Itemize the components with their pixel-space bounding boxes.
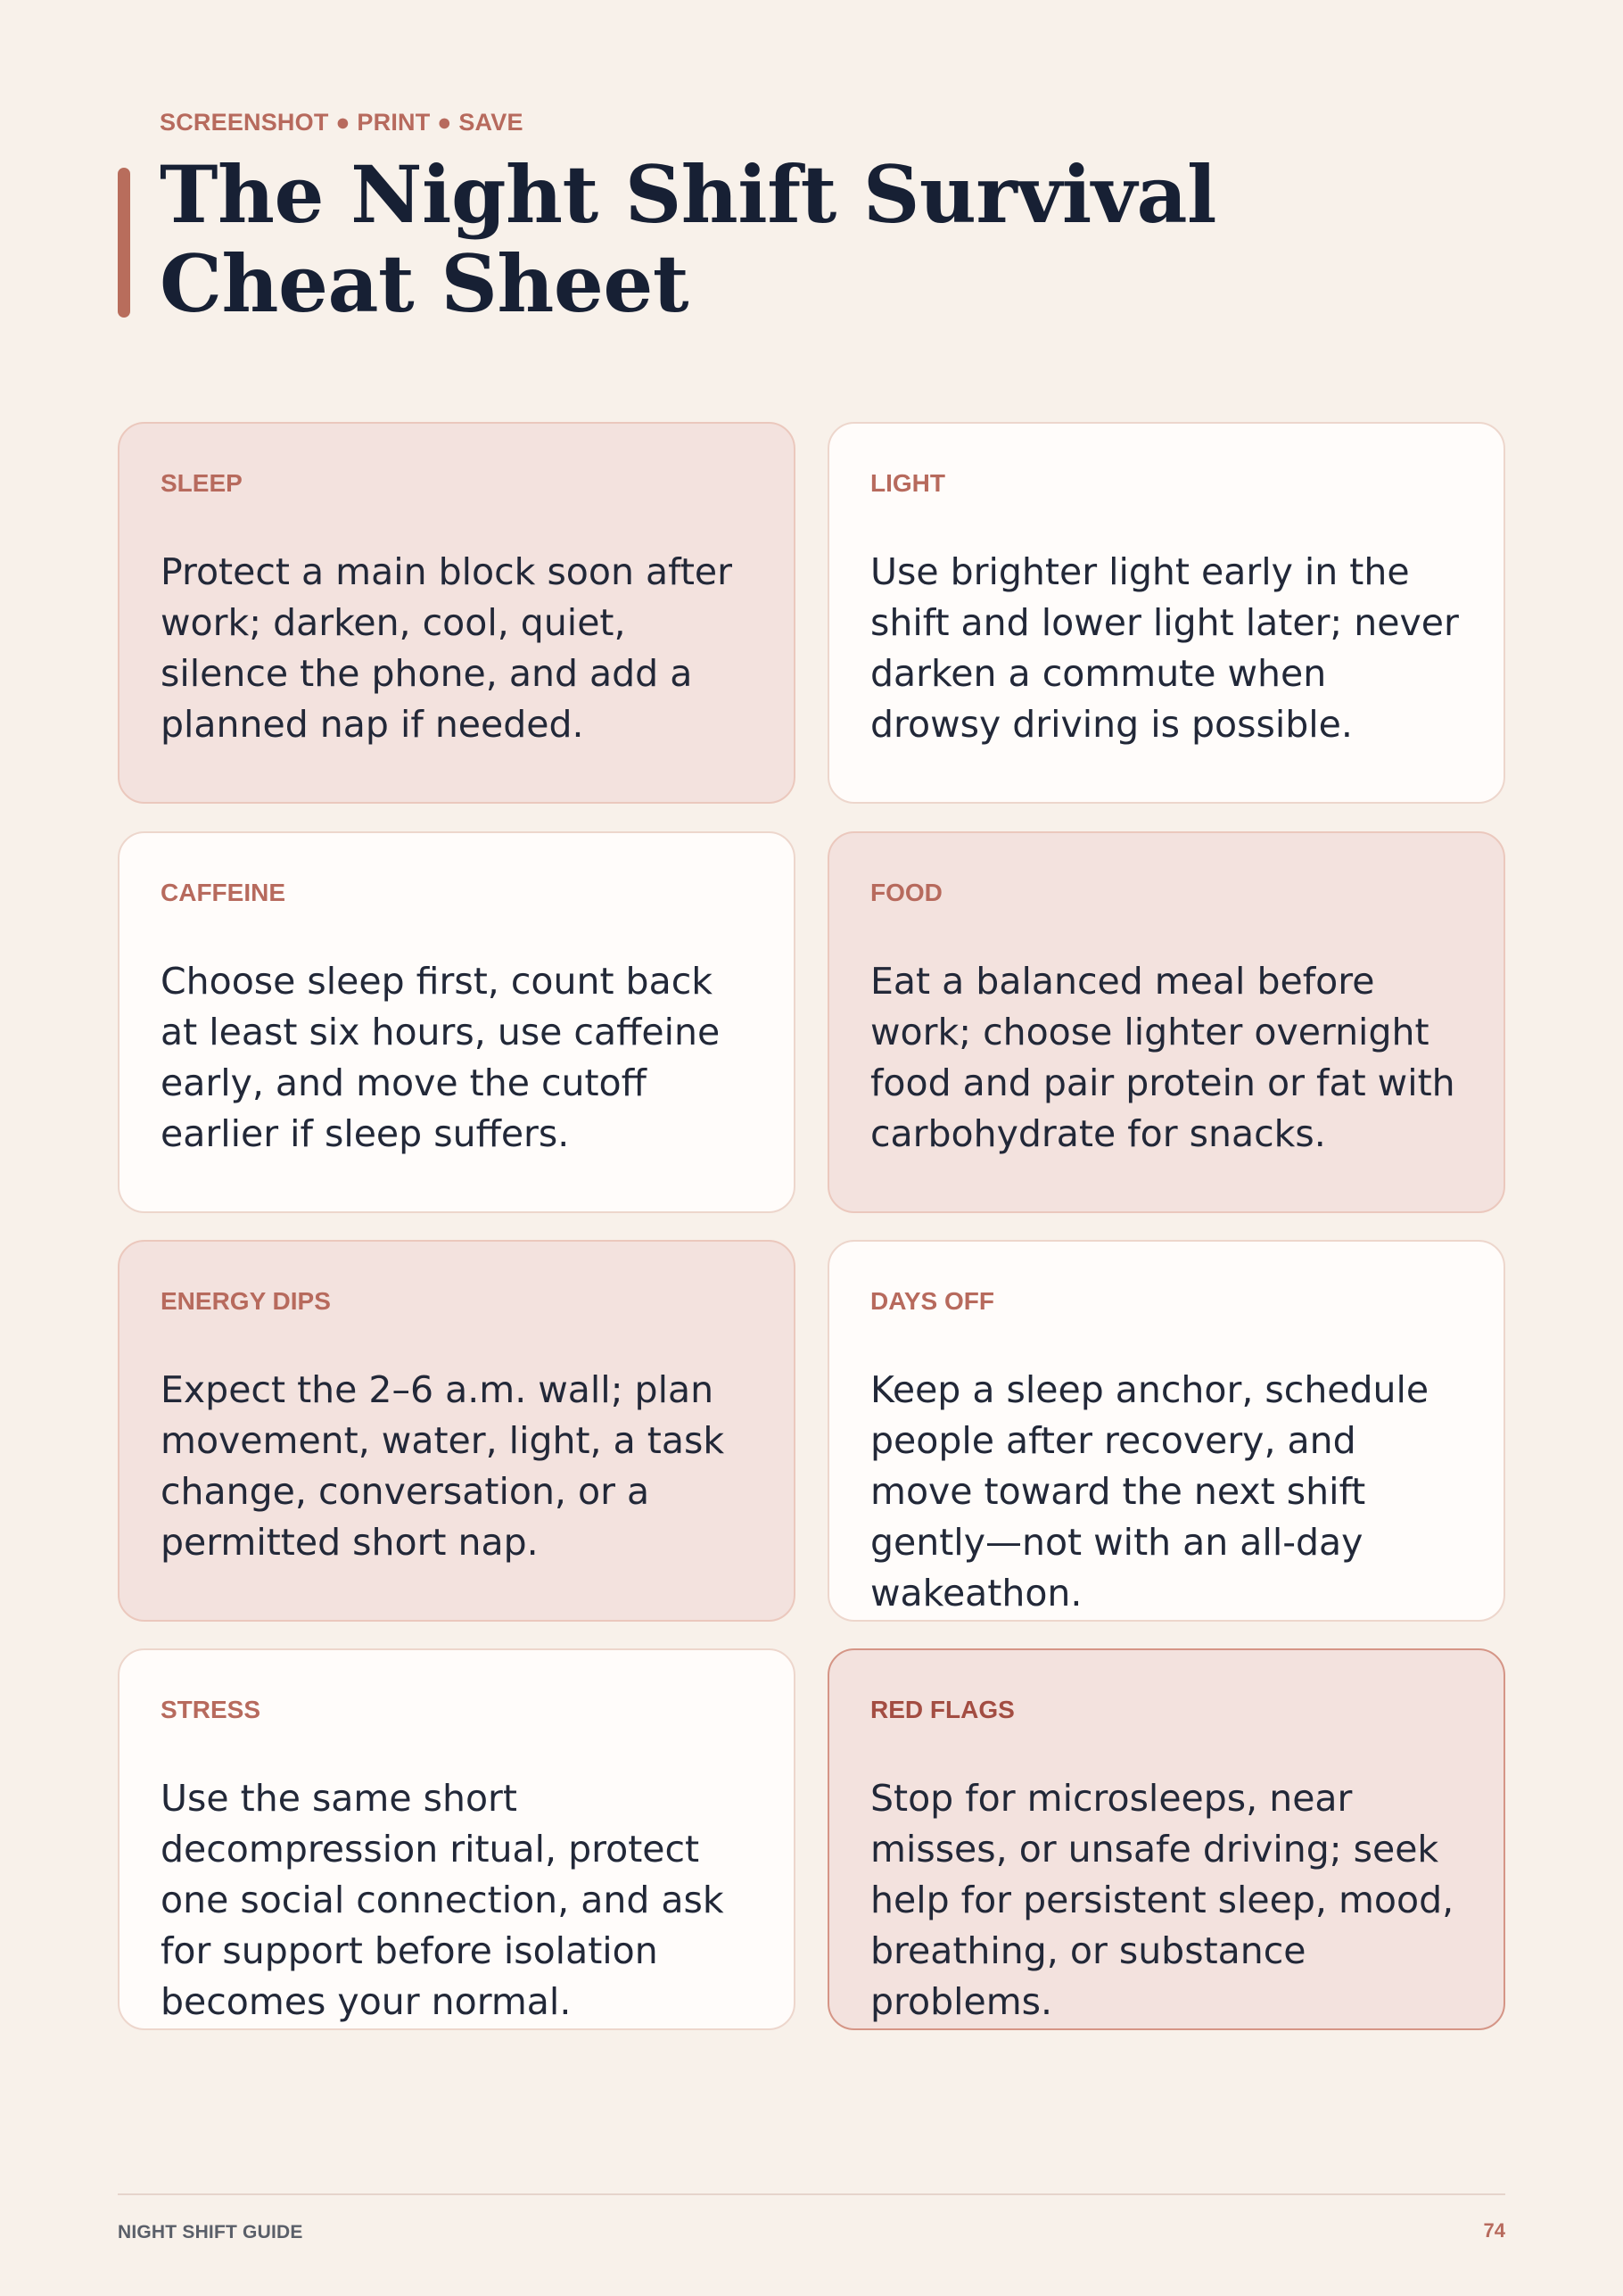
eyebrow-text: SCREENSHOT ● PRINT ● SAVE — [160, 109, 523, 136]
card-label: DAYS OFF — [870, 1287, 994, 1315]
footer-divider — [118, 2193, 1505, 2195]
footer-guide-name: NIGHT SHIFT GUIDE — [118, 2222, 303, 2242]
card-text: Keep a sleep anchor, schedule people after recovery, and move toward the next shift gently—not with an all-day wakeathon. — [870, 1368, 1429, 1615]
title-accent-bar — [118, 168, 130, 318]
cheat-sheet-grid — [118, 422, 1505, 2031]
card-text: Protect a main block soon after work; darken, cool, quiet, silence the phone, and add a planned nap if needed. — [161, 550, 732, 746]
card-label: SLEEP — [161, 469, 243, 497]
card-label: ENERGY DIPS — [161, 1287, 331, 1315]
card-energy-dips — [118, 1240, 795, 1622]
card-text: Choose sleep first, count back at least six hours, use caffeine early, and move the cutoff earlier if sleep suffers. — [161, 960, 721, 1155]
card-label: LIGHT — [870, 469, 945, 497]
card-text: Expect the 2–6 a.m. wall; plan movement, water, light, a task change, conversation, or a permitted short nap. — [161, 1368, 725, 1564]
card-light — [828, 422, 1505, 804]
card-text: Stop for microsleeps, near misses, or unsafe driving; seek help for persistent sleep, mood, breathing, or substance problems. — [870, 1777, 1454, 2023]
card-text: Eat a balanced meal before work; choose lighter overnight food and pair protein or fat with carbohydrate for snacks. — [870, 960, 1455, 1155]
page-number: 74 — [1483, 2219, 1505, 2242]
card-label: CAFFEINE — [161, 879, 285, 906]
card-food — [828, 831, 1505, 1213]
card-text: Use brighter light early in the shift and lower light later; never darken a commute when drowsy driving is possible. — [870, 550, 1459, 746]
card-days-off — [828, 1240, 1505, 1622]
card-label: RED FLAGS — [870, 1696, 1015, 1723]
card-sleep — [118, 422, 795, 804]
card-caffeine — [118, 831, 795, 1213]
page-title: The Night Shift Survival Cheat Sheet — [160, 148, 1216, 330]
card-label: STRESS — [161, 1696, 261, 1723]
card-text: Use the same short decompression ritual, protect one social connection, and ask for support before isolation becomes your normal. — [161, 1777, 724, 2023]
card-label: FOOD — [870, 879, 943, 906]
card-stress — [118, 1648, 795, 2030]
card-red-flags — [828, 1648, 1505, 2030]
